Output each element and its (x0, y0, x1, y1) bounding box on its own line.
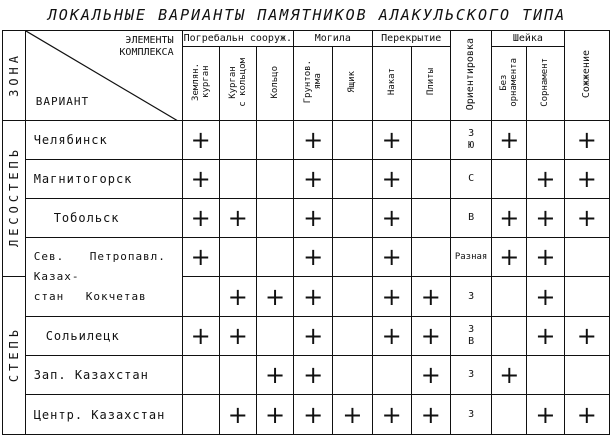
variant-label: ВАРИАНТ (35, 95, 90, 108)
orient-value: З В (450, 317, 491, 356)
plus-mark: + (372, 160, 411, 199)
table-row (3, 199, 610, 238)
col-slabs: Плиты (411, 47, 450, 121)
table-title: ЛОКАЛЬНЫЕ ВАРИАНТЫ ПАМЯТНИКОВ АЛАКУЛЬСКОГО ТИПА (47, 6, 567, 24)
plus-mark: + (219, 199, 256, 238)
table-row (3, 238, 610, 277)
orient-value: З Ю (450, 121, 491, 160)
group-grave: Могила (294, 31, 372, 47)
group-burial: Погребальн сооруж. (182, 31, 293, 47)
variant-zap-kaz: Зап. Казахстан (25, 356, 182, 395)
plus-mark: + (372, 317, 411, 356)
plus-mark: + (527, 277, 564, 317)
plus-mark: + (256, 356, 293, 395)
table-row (3, 317, 610, 356)
plus-mark: + (492, 199, 527, 238)
plus-mark: + (411, 395, 450, 435)
plus-mark: + (256, 277, 293, 317)
variants-table (2, 30, 610, 435)
plus-mark: + (256, 395, 293, 435)
variant-sol-iletsk: Сольилецк (25, 317, 182, 356)
plus-mark: + (564, 121, 610, 160)
plus-mark: + (527, 395, 564, 435)
group-neck: Шейка (492, 31, 564, 47)
plus-mark: + (492, 121, 527, 160)
plus-mark: + (219, 317, 256, 356)
plus-mark: + (182, 317, 219, 356)
col-orientation: Ориентировка (450, 31, 491, 121)
plus-mark: + (372, 121, 411, 160)
plus-mark: + (527, 160, 564, 199)
plus-mark: + (182, 121, 219, 160)
col-cremation: Сожжение (564, 31, 610, 121)
plus-mark: + (294, 160, 333, 199)
elements-label: ЭЛЕМЕНТЫ КОМПЛЕКСА (119, 35, 174, 58)
sev-kaz-b: Казах- (33, 270, 80, 283)
table-row (3, 121, 610, 160)
orient-value: В (450, 199, 491, 238)
zone-forest-steppe: ЛЕСОСТЕПЬ (3, 121, 26, 277)
plus-mark: + (411, 317, 450, 356)
plus-mark: + (492, 238, 527, 277)
plus-mark: + (294, 238, 333, 277)
plus-mark: + (564, 317, 610, 356)
plus-mark: + (182, 160, 219, 199)
plus-mark: + (527, 238, 564, 277)
table-row (3, 160, 610, 199)
col-no-ornament: Без орнамента (492, 47, 527, 121)
col-ground-pit: Грунтов. яма (294, 47, 333, 121)
col-with-ornament: Сорнамент (527, 47, 564, 121)
plus-mark: + (219, 277, 256, 317)
plus-mark: + (527, 199, 564, 238)
plus-mark: + (372, 277, 411, 317)
plus-mark: + (564, 199, 610, 238)
plus-mark: + (294, 121, 333, 160)
sub-petropavl: Петропавл. (89, 250, 166, 263)
table-row (3, 395, 610, 435)
corner-header (25, 31, 182, 121)
zone-steppe: СТЕПЬ (3, 277, 26, 435)
plus-mark: + (372, 199, 411, 238)
col-kurgan-ring: Курган с кольцом (219, 47, 256, 121)
variant-sev-kaz (25, 238, 182, 317)
plus-mark: + (294, 199, 333, 238)
plus-mark: + (527, 317, 564, 356)
variant-magnitogorsk: Магнитогорск (25, 160, 182, 199)
plus-mark: + (294, 395, 333, 435)
sub-kokchetav: Кокчетав (85, 290, 147, 303)
group-cover: Перекрытие (372, 31, 450, 47)
orient-value: С (450, 160, 491, 199)
plus-mark: + (411, 277, 450, 317)
plus-mark: + (294, 317, 333, 356)
plus-mark: + (492, 356, 527, 395)
plus-mark: + (564, 395, 610, 435)
orient-value: З (450, 356, 491, 395)
col-ring: Кольцо (256, 47, 293, 121)
plus-mark: + (372, 238, 411, 277)
variant-chelyabinsk: Челябинск (25, 121, 182, 160)
col-box: Ящик (333, 47, 372, 121)
plus-mark: + (182, 199, 219, 238)
plus-mark: + (411, 356, 450, 395)
plus-mark: + (294, 277, 333, 317)
col-roll: Накат (372, 47, 411, 121)
plus-mark: + (564, 160, 610, 199)
variant-tobolsk: Тобольск (25, 199, 182, 238)
plus-mark: + (333, 395, 372, 435)
table-row (3, 356, 610, 395)
orient-value: З (450, 395, 491, 435)
variant-centr-kaz: Центр. Казахстан (25, 395, 182, 435)
orient-value: З (450, 277, 491, 317)
orient-value: Разная (450, 238, 491, 277)
sev-kaz-c: стан (33, 290, 65, 303)
plus-mark: + (372, 395, 411, 435)
col-earth-kurgan: Землян. курган (182, 47, 219, 121)
plus-mark: + (219, 395, 256, 435)
sev-kaz-a: Сев. (33, 250, 65, 263)
plus-mark: + (182, 238, 219, 277)
zone-header: ЗОНА (3, 31, 26, 121)
plus-mark: + (294, 356, 333, 395)
